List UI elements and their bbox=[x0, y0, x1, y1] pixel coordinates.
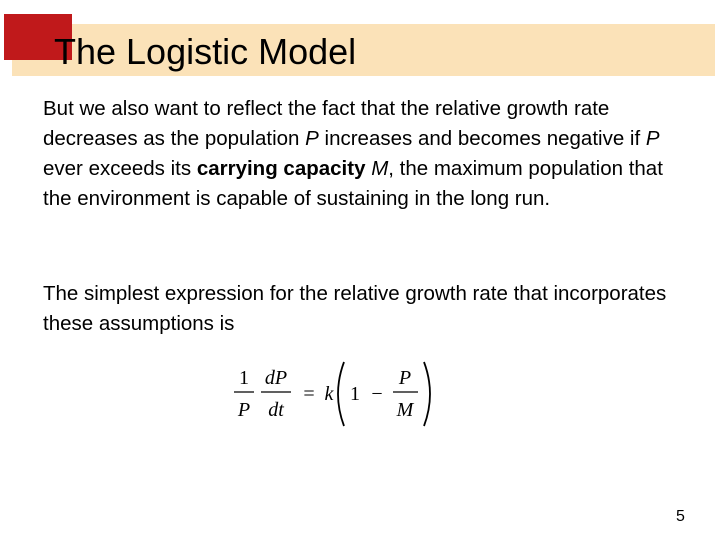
text-segment: increases and becomes negative if bbox=[318, 127, 646, 150]
minus-sign: − bbox=[371, 383, 383, 405]
text-segment: But we also want to reflect the fact that the relative growth rate decreases as the population bbox=[43, 97, 610, 150]
term-one: 1 bbox=[350, 383, 360, 405]
text-segment: , the maximum population that the environment is capable of sustaining in the long run. bbox=[43, 157, 663, 210]
slide-title: The Logistic Model bbox=[54, 31, 357, 72]
right-paren bbox=[424, 362, 430, 426]
page-number: 5 bbox=[676, 508, 685, 525]
fraction-3-denominator: M bbox=[396, 399, 414, 421]
variable-m: M bbox=[371, 157, 389, 180]
variable-p: P bbox=[645, 127, 660, 150]
variable-p: P bbox=[305, 127, 319, 150]
paragraph-expression-intro: The simplest expression for the relative growth rate that incorporates these assumptions is bbox=[43, 282, 667, 335]
fraction-1-denominator: P bbox=[237, 399, 251, 421]
constant-k: k bbox=[324, 383, 334, 405]
fraction-2-denominator: dt bbox=[268, 399, 284, 421]
paragraph-carrying-capacity bbox=[43, 94, 693, 214]
bold-term: carrying capacity bbox=[196, 157, 366, 180]
equals-sign: = bbox=[303, 383, 315, 405]
text-segment: ever exceeds its bbox=[43, 157, 197, 180]
fraction-2-numerator: dP bbox=[264, 367, 288, 389]
fraction-3-numerator: P bbox=[398, 367, 412, 389]
left-paren bbox=[338, 362, 344, 426]
fraction-1-numerator: 1 bbox=[239, 367, 249, 389]
logistic-equation bbox=[228, 358, 442, 430]
